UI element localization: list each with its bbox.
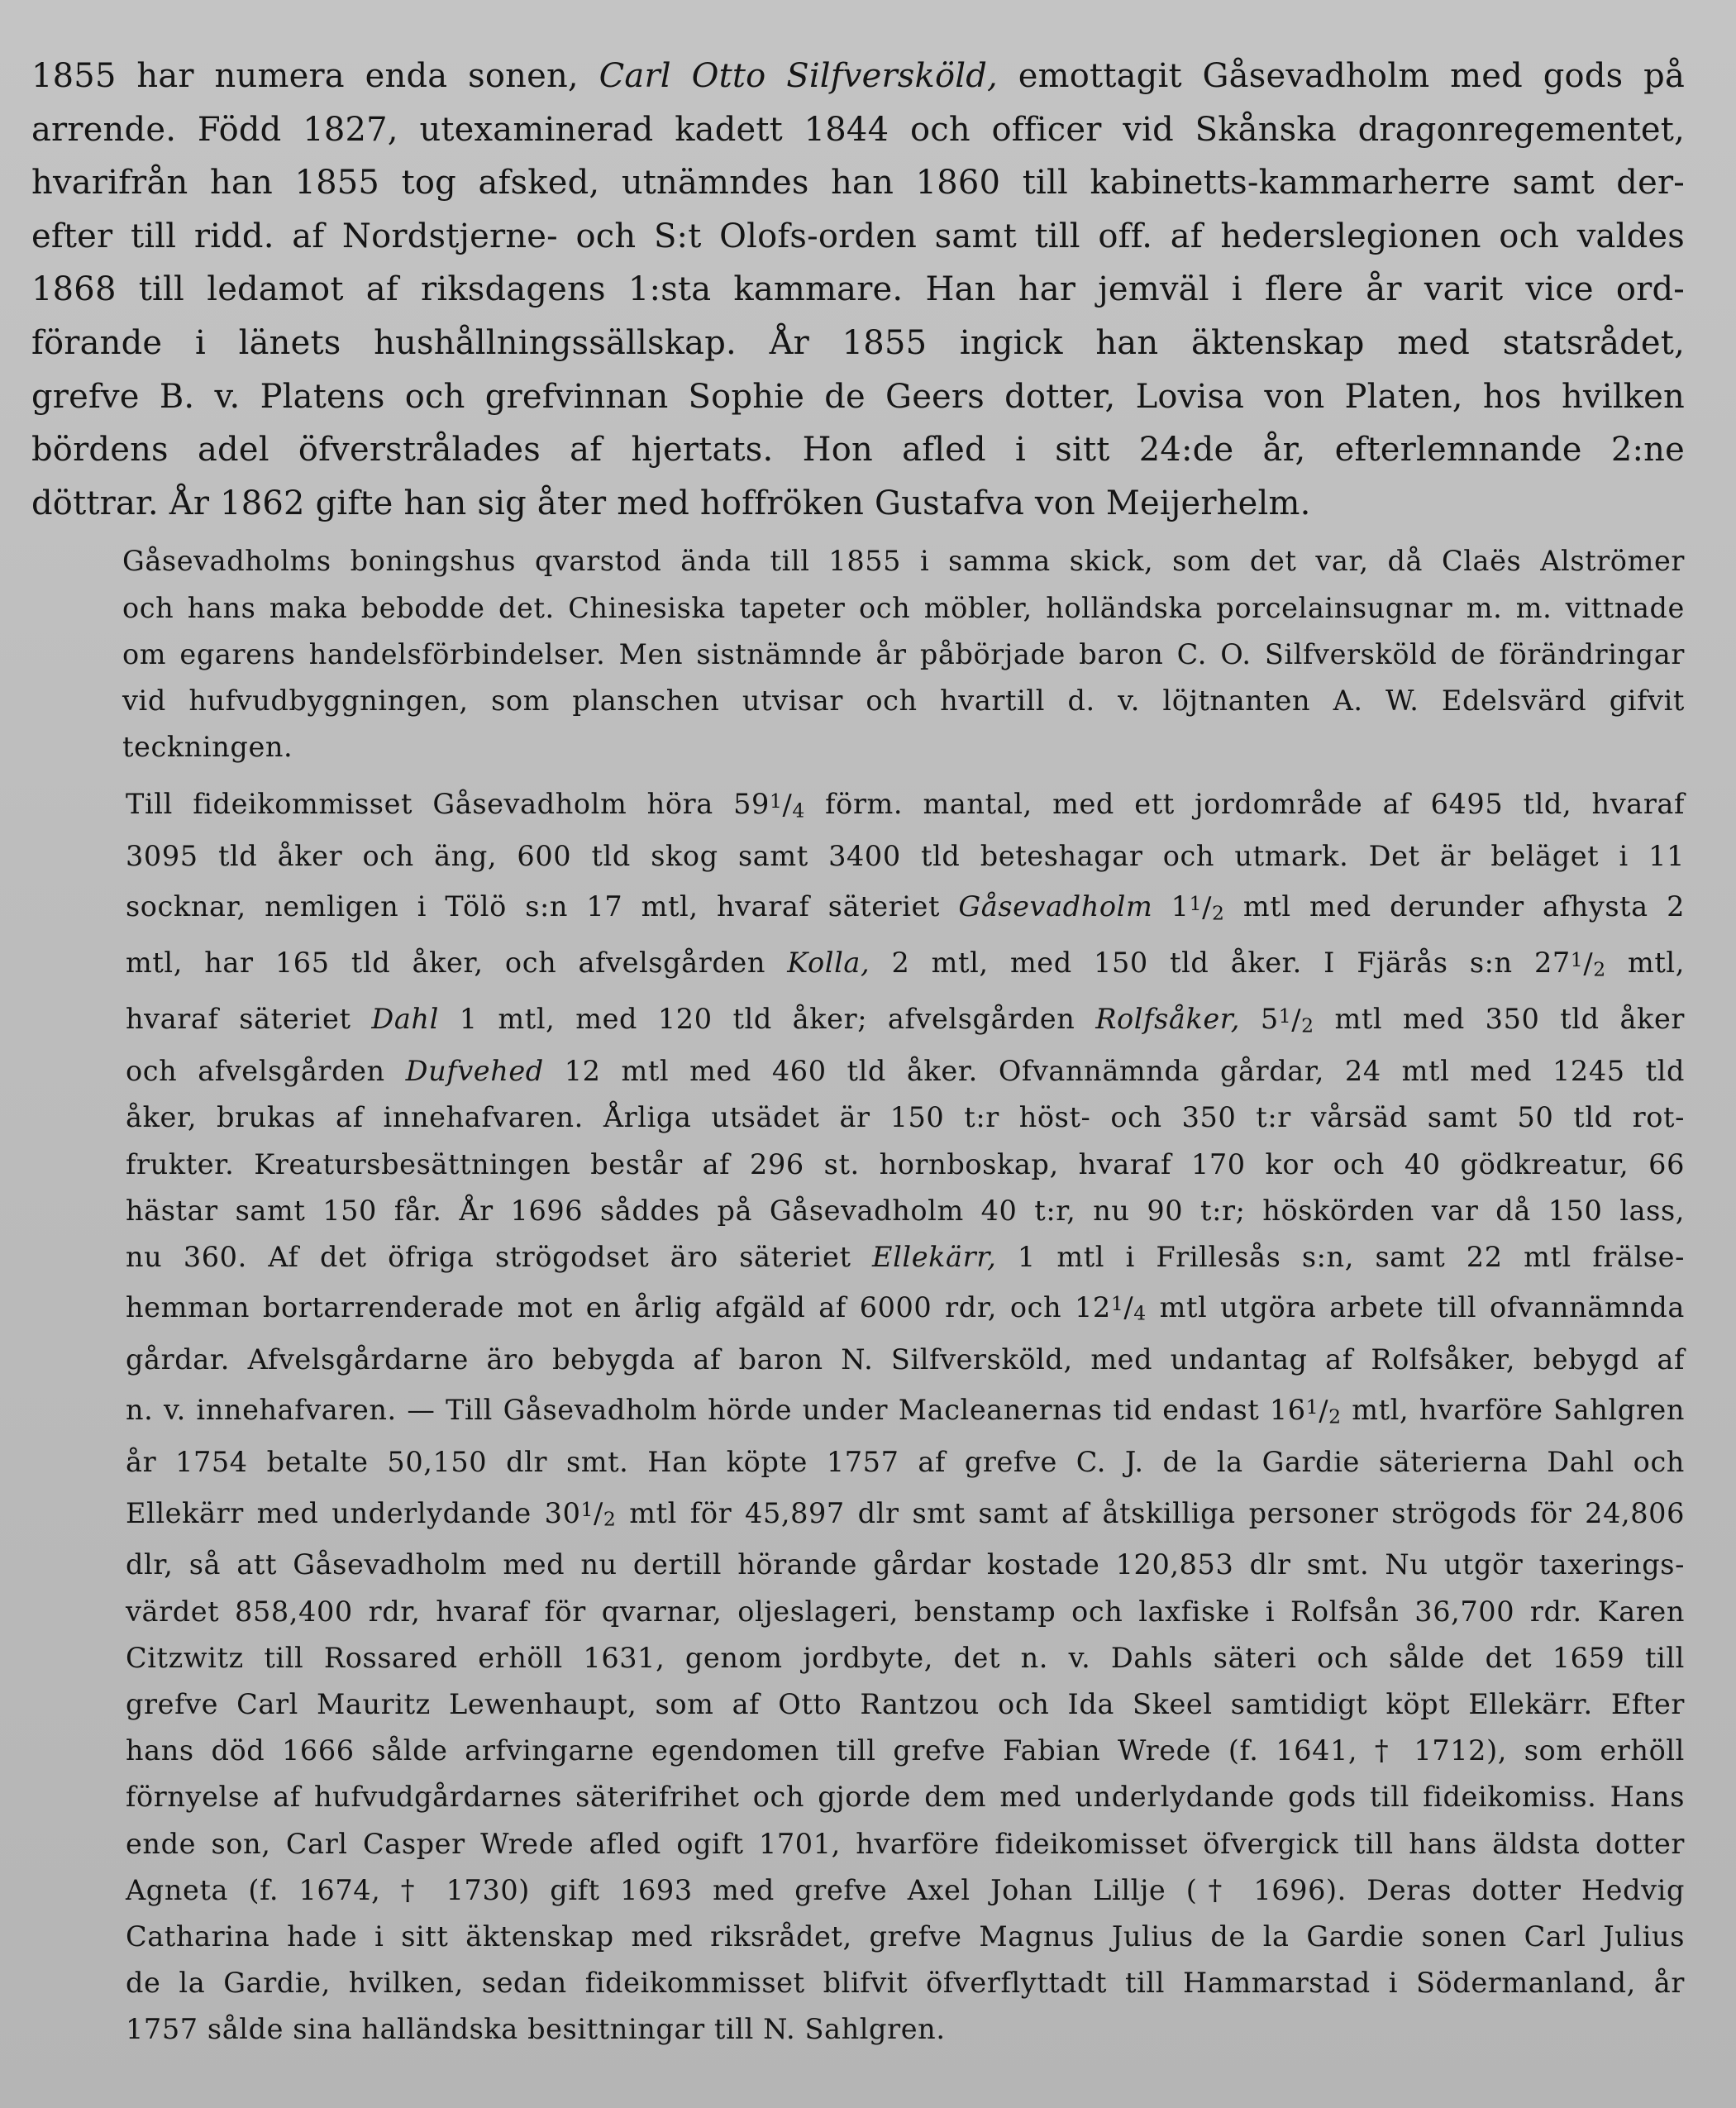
text-line [31, 1337, 1685, 1383]
fraction-denominator: 2 [1328, 1405, 1342, 1428]
text-run: åker, brukas af innehafvaren. Årliga utsädet är 150 t:r höst- och 350 t:r vårsäd samt 50 tld rot- [126, 1101, 1685, 1134]
text-run: mtl, [1605, 947, 1685, 980]
text-run: grefve Carl Mauritz Lewenhaupt, som af Otto Rantzou och Ida Skeel samtidigt köpt Ellekärr. Efter [126, 1688, 1685, 1721]
text-run: Till fideikommisset Gåsevadholm höra 59 [126, 788, 770, 821]
text-line [31, 210, 1685, 264]
text-line [31, 1439, 1685, 1486]
text-run: döttrar. År 1862 gifte han sig åter med hoffröken Gustafva von Meijerhelm. [31, 484, 1311, 522]
text-run: förm. mantal, med ett jordområde af 6495 tld, hvaraf [804, 788, 1685, 821]
text-line [31, 678, 1685, 724]
text-run: och hans maka bebodde det. Chinesiska tapeter och möbler, holländska porcelainsugnar m. m. vittnade [122, 591, 1685, 624]
fraction-denominator: 2 [1593, 957, 1606, 981]
text-line [31, 992, 1685, 1048]
italic-name: Ellekärr, [872, 1241, 997, 1274]
fraction [770, 789, 805, 821]
text-run: värdet 858,400 rdr, hvaraf för qvarnar, oljeslageri, benstamp och laxfiske i Rolfsån 36,700 rdr. Karen [126, 1595, 1685, 1628]
text-line [31, 880, 1685, 936]
paragraph-fideicommiss [31, 777, 1685, 2053]
text-run: hemman bortarrenderade mot en årlig afgäld af 6000 rdr, och 12 [126, 1291, 1111, 1324]
italic-name: Kolla, [787, 947, 870, 980]
text-line [31, 317, 1685, 370]
text-run: socknar, nemligen i Tölö s:n 17 mtl, hvaraf säteriet [126, 890, 959, 923]
fraction-numerator: 1 [1189, 891, 1203, 915]
italic-name: Carl Otto Silfversköld, [599, 57, 998, 95]
text-line [31, 632, 1685, 678]
text-line [31, 477, 1685, 531]
text-run: nu 360. Af det öfriga strögodset äro säteriet [126, 1241, 873, 1274]
text-run: 3095 tld åker och äng, 600 tld skog samt 3400 tld beteshagar och utmark. Det är beläget i 11 [126, 840, 1685, 873]
text-run: 1757 sålde sina halländska besittningar till N. Sahlgren. [126, 2013, 946, 2046]
text-run: 2 mtl, med 150 tld åker. I Fjärås s:n 27 [870, 947, 1571, 980]
text-run: Agneta (f. 1674, † 1730) gift 1693 med grefve Axel Johan Lillje († 1696). Deras dotter Hedvig [126, 1873, 1685, 1906]
fraction-slash: / [1319, 1394, 1329, 1427]
text-line [31, 1281, 1685, 1337]
fraction [1190, 891, 1225, 923]
text-run: år 1754 betalte 50,150 dlr smt. Han köpte 1757 af grefve C. J. de la Gardie säterierna Dahl och [126, 1446, 1685, 1479]
text-line [31, 2006, 1685, 2053]
text-line [31, 1681, 1685, 1728]
fraction-slash: / [1202, 890, 1213, 923]
text-run: vid hufvudbyggningen, som planschen utvisar och hvartill d. v. löjtnanten A. W. Edelsvärd gifvit [122, 684, 1685, 717]
text-run: förnyelse af hufvudgårdarnes säterifrihet och gjorde dem med underlydande gods till fideikomiss. Hans [126, 1781, 1685, 1814]
text-run: mtl med derunder afhysta 2 [1224, 890, 1686, 923]
italic-name: Dufvehed [405, 1055, 544, 1088]
fraction-slash: / [1123, 1291, 1134, 1324]
text-run: grefve B. v. Platens och grefvinnan Sophie de Geers dotter, Lovisa von Platen, hos hvilken [31, 377, 1685, 416]
text-run: frukter. Kreatursbesättningen består af 296 st. hornboskap, hvaraf 170 kor och 40 gödkreatur, 66 [126, 1147, 1685, 1180]
text-line [31, 1383, 1685, 1439]
text-line [31, 585, 1685, 632]
text-run: hästar samt 150 får. År 1696 såddes på Gåsevadholm 40 t:r, nu 90 t:r; höskörden var då 150 lass, [126, 1194, 1685, 1227]
fraction-denominator: 2 [603, 1507, 617, 1531]
text-line [31, 1914, 1685, 1960]
text-run: 12 mtl med 460 tld åker. Ofvannämnda gårdar, 24 mtl med 1245 tld [543, 1055, 1685, 1088]
text-line [31, 50, 1685, 103]
text-line [31, 1095, 1685, 1141]
text-run: dlr, så att Gåsevadholm med nu dertill hörande gårdar kostade 120,853 dlr smt. Nu utgör taxerings- [126, 1548, 1685, 1581]
fraction-denominator: 2 [1301, 1013, 1314, 1037]
text-line [31, 1188, 1685, 1234]
fraction-numerator: 1 [580, 1497, 594, 1521]
text-run: emottagit Gåsevadholm med gods på [997, 57, 1686, 95]
fraction [1306, 1395, 1342, 1427]
fraction-numerator: 1 [1110, 1292, 1124, 1316]
text-line [31, 833, 1685, 880]
text-line [31, 1234, 1685, 1281]
fraction-denominator: 4 [1133, 1301, 1147, 1325]
text-run: om egarens handelsförbindelser. Men sistnämnde år påbörjade baron C. O. Silfversköld de förändringar [122, 637, 1685, 670]
text-block [31, 50, 1685, 2053]
text-run: Gåsevadholms boningshus qvarstod ända till 1855 i samma skick, som det var, då Claës Alströmer [122, 545, 1685, 578]
text-run: 1868 till ledamot af riksdagens 1:sta kammare. Han har jemväl i flere år varit vice ord- [31, 270, 1685, 309]
text-run: efter till ridd. af Nordstjerne- och S:t Olofs-orden samt till off. af hederslegionen och valdes [31, 217, 1685, 255]
text-line [31, 1635, 1685, 1681]
italic-name: Dahl [371, 1003, 439, 1036]
text-line [31, 1821, 1685, 1867]
fraction [1571, 947, 1606, 980]
italic-name: Gåsevadholm [958, 890, 1153, 923]
text-run: mtl för 45,897 dlr smt samt af åtskilliga personer strögods för 24,806 [616, 1496, 1685, 1529]
text-run: hvarifrån han 1855 tog afsked, utnämndes han 1860 till kabinetts-kammarherre samt der- [31, 164, 1685, 203]
text-run: arrende. Född 1827, utexaminerad kadett 1844 och officer vid Skånska dragonregementet, [31, 110, 1685, 149]
text-line [31, 1142, 1685, 1188]
text-line [31, 1542, 1685, 1588]
text-line [31, 777, 1685, 833]
text-line [31, 1960, 1685, 2006]
fraction-numerator: 1 [1305, 1395, 1319, 1419]
text-line [31, 370, 1685, 424]
text-line [31, 1728, 1685, 1774]
text-run: 5 [1240, 1003, 1279, 1036]
fraction-slash: / [594, 1496, 603, 1529]
paragraph-silfverskold-biography [31, 50, 1685, 530]
text-run: 1 mtl, med 120 tld åker; afvelsgården [438, 1003, 1096, 1036]
text-line [31, 103, 1685, 157]
text-run: Catharina hade i sitt äktenskap med riksrådet, grefve Magnus Julius de la Gardie sonen Carl Julius [126, 1920, 1685, 1953]
fraction [1111, 1291, 1147, 1323]
text-run: mtl utgöra arbete till ofvannämnda [1146, 1291, 1685, 1324]
italic-name: Rolfsåker, [1095, 1003, 1240, 1036]
fraction-denominator: 2 [1212, 901, 1225, 925]
fraction-slash: / [1291, 1003, 1302, 1036]
text-run: 1 [1152, 890, 1190, 923]
text-line [31, 538, 1685, 584]
text-run: n. v. innehafvaren. — Till Gåsevadholm hörde under Macleanernas tid endast 16 [126, 1394, 1306, 1427]
text-line [31, 1589, 1685, 1635]
text-run: Citzwitz till Rossared erhöll 1631, genom jordbyte, det n. v. Dahls säteri och sålde det 1659 till [126, 1641, 1685, 1674]
fraction-slash: / [1583, 947, 1594, 980]
text-line [31, 1774, 1685, 1820]
text-line [31, 1048, 1685, 1095]
fraction-slash: / [782, 788, 793, 821]
fraction [581, 1497, 617, 1529]
text-line [31, 1867, 1685, 1914]
text-run: förande i länets hushållningssällskap. År 1855 ingick han äktenskap med statsrådet, [31, 323, 1685, 362]
text-run: gårdar. Afvelsgårdarne äro bebygda af baron N. Silfversköld, med undantag af Rolfsåker, bebygd af [126, 1343, 1685, 1376]
text-line [31, 724, 1685, 770]
fraction [1279, 1004, 1314, 1036]
fraction-numerator: 1 [1278, 1004, 1292, 1028]
text-run: ende son, Carl Casper Wrede afled ogift 1701, hvarföre fideikomisset öfvergick till hans äldsta dotter [126, 1827, 1685, 1860]
text-run: teckningen. [122, 731, 293, 764]
text-run: och afvelsgården [126, 1055, 406, 1088]
text-run: 1855 har numera enda sonen, [31, 57, 599, 95]
text-line [31, 423, 1685, 477]
text-run: 1 mtl i Frillesås s:n, samt 22 mtl frälse- [996, 1241, 1685, 1274]
fraction-denominator: 4 [792, 799, 805, 823]
text-run: hvaraf säteriet [126, 1003, 372, 1036]
paragraph-manor-house [31, 538, 1685, 770]
text-line [31, 1486, 1685, 1543]
text-run: hans död 1666 sålde arfvingarne egendomen till grefve Fabian Wrede (f. 1641, † 1712), som erhöll [126, 1734, 1685, 1767]
text-run: mtl, hvarföre Sahlgren [1341, 1394, 1685, 1427]
text-run: mtl med 350 tld åker [1314, 1003, 1685, 1036]
text-run: de la Gardie, hvilken, sedan fideikommisset blifvit öfverflyttadt till Hammarstad i Södermanland, år [126, 1967, 1685, 2000]
text-run: mtl, har 165 tld åker, och afvelsgården [126, 947, 788, 980]
text-run: Ellekärr med underlydande 30 [126, 1496, 581, 1529]
text-line [31, 936, 1685, 992]
text-run: bördens adel öfverstrålades af hjertats. Hon afled i sitt 24:de år, efterlemnande 2:ne [31, 431, 1685, 470]
text-line [31, 156, 1685, 210]
text-line [31, 263, 1685, 317]
fraction-numerator: 1 [1570, 947, 1584, 971]
fraction-numerator: 1 [769, 789, 783, 813]
